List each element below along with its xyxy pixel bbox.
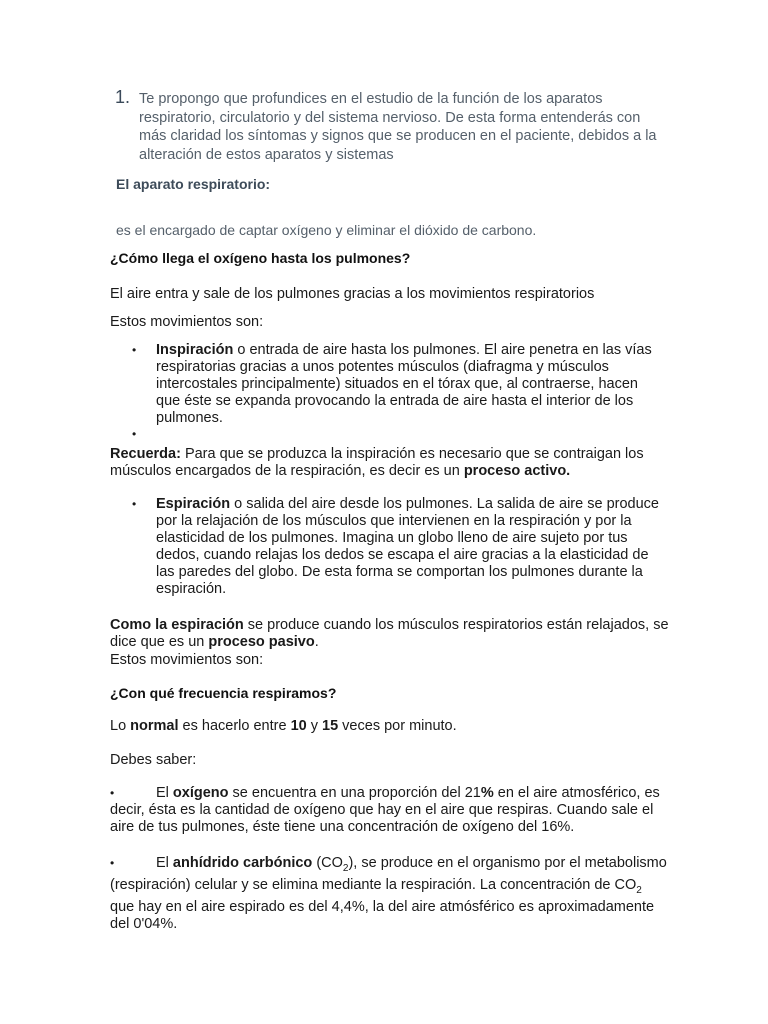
bullet-icon bbox=[132, 496, 152, 513]
question-heading-oxygen: ¿Cómo llega el oxígeno hasta los pulmones? bbox=[110, 250, 411, 266]
item-percent: % bbox=[480, 785, 494, 801]
como-emphasis: Como la espiración bbox=[110, 617, 244, 633]
freq-min: 10 bbox=[290, 718, 307, 734]
list-item-anhidrido bbox=[110, 855, 670, 933]
paragraph-frequency bbox=[110, 718, 670, 735]
item-text: se encuentra en una proporción del 21 bbox=[228, 785, 481, 801]
intro-paragraph: Te propongo que profundices en el estudio de la función de los aparatos respiratorio, circulatorio y del sistema nervioso. De esta forma entenderás con más claridad los síntomas y signos que se producen en el paciente, debidos a la alteración de estos aparatos y sistemas bbox=[139, 91, 657, 163]
freq-post: veces por minuto. bbox=[338, 718, 457, 734]
term-espiracion: Espiración bbox=[156, 496, 231, 512]
item-text-end: que hay en el aire espirado es del 4,4%, la del aire atmósférico es aproximadamente del 0'04%. bbox=[110, 898, 655, 932]
section-description: es el encargado de captar oxígeno y eliminar el dióxido de carbono. bbox=[116, 222, 537, 238]
list-item-text bbox=[156, 496, 662, 598]
term-description: o salida del aire desde los pulmones. La salida de aire se produce por la relajación de los músculos que intervienen en la respiración y por la elasticidad de los pulmones. Imagina un globo lleno de aire sujeto por tus dedos, cuando relajas los dedos se escapa el aire gracias a la elasticidad de las paredes del globo. De esta forma se comportan los pulmones durante la espiración. bbox=[156, 496, 659, 597]
item-rest: en el aire atmosférico, es decir, ésta es la cantidad de oxígeno que hay en el aire que respiras. Cuando sale el aire de tus pulmones, éste tiene una concentración de oxígeno del 16%. bbox=[110, 785, 660, 835]
bullet-icon bbox=[110, 785, 114, 802]
paragraph-movements: Estos movimientos son: bbox=[110, 314, 264, 330]
term-oxigeno: oxígeno bbox=[172, 785, 229, 801]
list-item-text bbox=[110, 785, 670, 836]
paragraph-como bbox=[110, 617, 670, 651]
section-heading: El aparato respiratorio: bbox=[116, 176, 271, 192]
debes-saber-label: Debes saber: bbox=[110, 752, 197, 768]
item-text: ), se produce en el organismo por el metabolismo (respiración) celular y se elimina mediante la respiración. La concentración de CO bbox=[110, 855, 667, 893]
item-subscript-2: 2 bbox=[636, 884, 642, 896]
bullet-icon bbox=[132, 426, 152, 443]
item-co2: (CO bbox=[312, 855, 343, 871]
term-description: o entrada de aire hasta los pulmones. El aire penetra en las vías respiratorias gracias a unos potentes músculos (diafragma y músculos intercostales principalmente) situados en el tórax que, al contraerse, hacen que éste se expanda provocando la entrada de aire hasta el interior de los pulmones. bbox=[156, 342, 652, 426]
item-pre: El bbox=[156, 785, 173, 801]
term-anhidrido: anhídrido carbónico bbox=[172, 855, 313, 871]
recuerda-text: Para que se produzca la inspiración es necesario que se contraigan los músculos encargados de la respiración, es decir es un bbox=[110, 446, 644, 479]
list-item-text bbox=[156, 342, 662, 427]
freq-normal: normal bbox=[130, 718, 179, 734]
freq-max: 15 bbox=[322, 718, 339, 734]
question-heading-frequency: ¿Con qué frecuencia respiramos? bbox=[110, 685, 337, 701]
como-tail: . bbox=[314, 634, 319, 650]
item-pre: El bbox=[156, 855, 173, 871]
paragraph-movements-2: Estos movimientos son: bbox=[110, 652, 264, 668]
bullet-icon bbox=[132, 342, 152, 359]
recuerda-label: Recuerda: bbox=[110, 446, 181, 462]
como-emphasis-end: proceso pasivo bbox=[208, 634, 315, 650]
recuerda-emphasis: proceso activo. bbox=[463, 463, 571, 479]
como-text: se produce cuando los músculos respiratorios están relajados, se dice que es un bbox=[110, 617, 669, 650]
freq-pre: Lo bbox=[110, 718, 131, 734]
list-item-text bbox=[110, 855, 670, 933]
list-number: 1. bbox=[115, 87, 131, 107]
term-inspiracion: Inspiración bbox=[156, 342, 234, 358]
list-item-oxigeno bbox=[110, 785, 670, 836]
list-item-espiracion bbox=[132, 496, 662, 598]
bullet-icon bbox=[110, 855, 114, 872]
list-item-inspiracion bbox=[132, 342, 662, 427]
paragraph-air-flow: El aire entra y sale de los pulmones gracias a los movimientos respiratorios bbox=[110, 286, 595, 302]
item-subscript: 2 bbox=[342, 862, 349, 874]
paragraph-recuerda bbox=[110, 446, 670, 480]
freq-and: y bbox=[306, 718, 323, 734]
freq-mid: es hacerlo entre bbox=[178, 718, 291, 734]
